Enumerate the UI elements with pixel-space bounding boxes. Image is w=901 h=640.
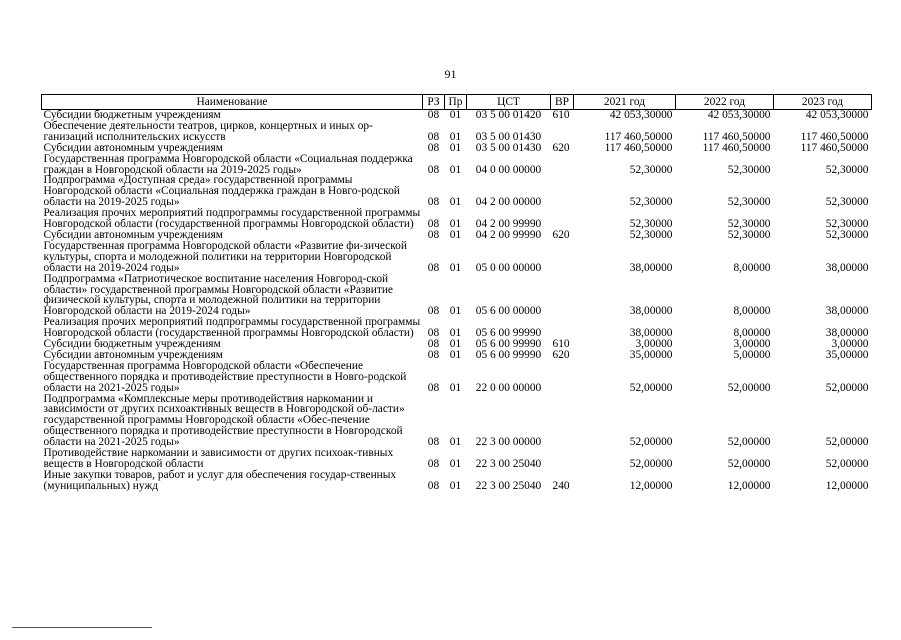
cell-pr: 01 [449, 338, 462, 351]
cell-2023: 12,00000 [825, 479, 869, 492]
column-header-cst: ЦСТ [467, 95, 551, 110]
cell-name: Подпрограмма «Патриотическое воспитание населения Новгород-ской области» государственной программы Новгородской области «Развитие физической культуры, спорта и молодежной политики на территории Новгородской области на 2019-2024 годы» [43, 272, 393, 318]
cell-2022: 52,30000 [727, 163, 771, 176]
cell-2022: 52,30000 [727, 196, 771, 209]
cell-rz: 08 [427, 305, 440, 318]
cell-vr [551, 154, 574, 176]
cell-2022: 5,00000 [733, 348, 771, 361]
cell-rz: 08 [427, 338, 440, 351]
cell-2023: 52,30000 [825, 218, 869, 231]
cell-vr: 620 [552, 228, 570, 241]
cell-vr [551, 317, 574, 339]
cell-2022: 52,00000 [727, 458, 771, 470]
cell-2022: 52,00000 [727, 436, 771, 449]
cell-pr: 01 [449, 327, 462, 340]
cell-2023: 117 460,50000 [800, 141, 869, 154]
cell-rz: 08 [427, 458, 440, 470]
cell-rz: 08 [427, 228, 440, 241]
cell-2023: 3,00000 [831, 338, 869, 351]
cell-name: Подпрограмма «Комплексные меры противодействия наркомании и зависимости от других психоактивных веществ в Новгородской об-ласти» государственной программы Новгородской области «Обес-печение общественного порядка и противодействие преступности в Новгородской области на 2021-2025 годы» [43, 392, 405, 449]
cell-2023: 38,00000 [825, 327, 869, 340]
cell-rz: 08 [427, 196, 440, 209]
column-header-2022: 2022 год [676, 95, 774, 110]
table-row [42, 361, 872, 394]
cell-2022: 42 053,30000 [707, 109, 771, 121]
cell-pr: 01 [449, 348, 462, 361]
cell-pr: 01 [449, 163, 462, 176]
cell-name: Субсидии бюджетным учреждениям [43, 109, 221, 121]
column-header-pr: Пр [445, 95, 467, 110]
cell-2022: 12,00000 [727, 479, 771, 492]
cell-2022: 52,30000 [727, 218, 771, 231]
cell-rz: 08 [427, 381, 440, 394]
cell-pr: 01 [449, 381, 462, 394]
table-body [42, 110, 872, 492]
cell-vr [551, 274, 574, 318]
cell-cst: 04 0 00 00000 [475, 163, 542, 176]
cell-name: Субсидии автономным учреждениям [43, 228, 223, 241]
table-row [42, 317, 872, 339]
cell-rz: 08 [427, 109, 440, 121]
cell-rz: 08 [427, 327, 440, 340]
table-row [42, 448, 872, 470]
cell-2023: 52,00000 [825, 458, 869, 470]
cell-cst: 04 2 00 99990 [475, 228, 542, 241]
cell-2022: 117 460,50000 [702, 141, 771, 154]
cell-2023: 42 053,30000 [805, 109, 869, 121]
cell-vr: 620 [552, 348, 570, 361]
table-row [42, 394, 872, 449]
cell-cst: 04 2 00 00000 [475, 196, 542, 209]
cell-pr: 01 [449, 479, 462, 492]
cell-cst: 05 0 00 00000 [475, 261, 542, 274]
cell-vr: 610 [552, 109, 570, 121]
cell-2023: 52,00000 [825, 381, 869, 394]
cell-vr: 620 [552, 141, 570, 154]
column-header-vr: ВР [551, 95, 574, 110]
column-header-rz: РЗ [423, 95, 445, 110]
cell-2023: 38,00000 [825, 305, 869, 318]
cell-vr [551, 208, 574, 230]
cell-name: Реализация прочих мероприятий подпрограммы государственной программы Новгородской области (государственной программы Новгородской области) [43, 207, 421, 231]
cell-pr: 01 [449, 141, 462, 154]
cell-name: Обеспечение деятельности театров, цирков, концертных и иных ор-ганизаций исполнительских искусств [43, 119, 373, 143]
cell-cst: 22 3 00 25040 [475, 458, 542, 470]
cell-2022: 52,00000 [727, 381, 771, 394]
cell-rz: 08 [427, 218, 440, 231]
column-header-2021: 2021 год [574, 95, 676, 110]
cell-2021: 52,30000 [629, 163, 673, 176]
cell-rz: 08 [427, 261, 440, 274]
cell-cst: 22 3 00 00000 [475, 436, 542, 449]
cell-2023: 52,30000 [825, 163, 869, 176]
cell-2021: 117 460,50000 [604, 141, 673, 154]
cell-rz: 08 [427, 479, 440, 492]
cell-vr [551, 121, 574, 143]
page-number: 91 [444, 67, 457, 81]
cell-2023: 38,00000 [825, 261, 869, 274]
cell-cst: 05 6 00 99990 [475, 327, 542, 340]
table-row [42, 154, 872, 176]
budget-table [41, 94, 872, 492]
cell-name: Реализация прочих мероприятий подпрограммы государственной программы Новгородской области (государственной программы Новгородской области) [43, 316, 421, 340]
column-header-2023: 2023 год [774, 95, 872, 110]
cell-2021: 38,00000 [629, 261, 673, 274]
cell-2023: 117 460,50000 [800, 130, 869, 143]
cell-2021: 38,00000 [629, 305, 673, 318]
cell-name: Подпрограмма «Доступная среда» государственной программы Новгородской области «Социальная поддержка граждан в Новго-родской области на 2019-2025 годы» [43, 174, 400, 209]
cell-2021: 52,30000 [629, 218, 673, 231]
cell-name: Противодействие наркомании и зависимости от других психоак-тивных веществ в Новгородской области [43, 447, 394, 470]
cell-name: Государственная программа Новгородской области «Социальная поддержка граждан в Новгородской области на 2019-2025 годы» [43, 152, 413, 176]
cell-2022: 8,00000 [733, 305, 771, 318]
cell-2021: 35,00000 [629, 348, 673, 361]
cell-2022: 3,00000 [733, 338, 771, 351]
table-row [42, 143, 872, 154]
column-header-name: Наименование [42, 95, 423, 110]
cell-name: Иные закупки товаров, работ и услуг для обеспечения государ-ственных (муниципальных) нужд [43, 468, 397, 492]
table-row [42, 208, 872, 230]
cell-cst: 05 6 00 99990 [475, 338, 542, 351]
cell-cst: 22 0 00 00000 [475, 381, 542, 394]
cell-2021: 52,30000 [629, 196, 673, 209]
cell-2023: 52,30000 [825, 228, 869, 241]
cell-cst: 03 5 00 01420 [475, 109, 542, 121]
cell-rz: 08 [427, 141, 440, 154]
table-row [42, 121, 872, 143]
cell-name: Субсидии автономным учреждениям [43, 348, 223, 361]
cell-cst: 03 5 00 01430 [475, 130, 542, 143]
cell-2021: 117 460,50000 [604, 130, 673, 143]
cell-pr: 01 [449, 228, 462, 241]
cell-name: Субсидии бюджетным учреждениям [43, 338, 221, 351]
cell-2022: 8,00000 [733, 261, 771, 274]
cell-vr [551, 175, 574, 208]
cell-2021: 3,00000 [635, 338, 673, 351]
cell-pr: 01 [449, 436, 462, 449]
cell-pr: 01 [449, 305, 462, 318]
cell-2021: 42 053,30000 [609, 109, 673, 121]
cell-vr [551, 361, 574, 394]
table-row [42, 241, 872, 274]
cell-cst: 05 6 00 99990 [475, 348, 542, 361]
cell-2021: 52,00000 [629, 436, 673, 449]
cell-pr: 01 [449, 130, 462, 143]
cell-2023: 52,00000 [825, 436, 869, 449]
table-row [42, 274, 872, 318]
cell-2022: 52,30000 [727, 228, 771, 241]
table-row [42, 175, 872, 208]
cell-pr: 01 [449, 218, 462, 231]
table-row [42, 470, 872, 492]
cell-2022: 117 460,50000 [702, 130, 771, 143]
cell-2021: 12,00000 [629, 479, 673, 492]
cell-2021: 38,00000 [629, 327, 673, 340]
cell-cst: 04 2 00 99990 [475, 218, 542, 231]
cell-cst: 03 5 00 01430 [475, 141, 542, 154]
cell-pr: 01 [449, 109, 462, 121]
cell-2021: 52,30000 [629, 228, 673, 241]
cell-rz: 08 [427, 130, 440, 143]
cell-2023: 52,30000 [825, 196, 869, 209]
cell-vr [551, 394, 574, 449]
cell-pr: 01 [449, 196, 462, 209]
cell-name: Государственная программа Новгородской области «Развитие фи-зической культуры, спорта и молодежной политики на территории Новгородской области на 2019-2024 годы» [43, 239, 407, 274]
cell-vr [551, 448, 574, 470]
cell-rz: 08 [427, 163, 440, 176]
cell-2023: 35,00000 [825, 348, 869, 361]
cell-cst: 05 6 00 00000 [475, 305, 542, 318]
cell-rz: 08 [427, 348, 440, 361]
table-header [42, 95, 872, 110]
cell-pr: 01 [449, 261, 462, 274]
cell-vr: 610 [552, 338, 570, 351]
cell-vr: 240 [552, 479, 570, 492]
cell-2022: 8,00000 [733, 327, 771, 340]
cell-2021: 52,00000 [629, 381, 673, 394]
footnote-rule [12, 627, 152, 628]
cell-name: Субсидии автономным учреждениям [43, 141, 223, 154]
cell-cst: 22 3 00 25040 [475, 479, 542, 492]
cell-rz: 08 [427, 436, 440, 449]
cell-2021: 52,00000 [629, 458, 673, 470]
cell-name: Государственная программа Новгородской области «Обеспечение общественного порядка и противодействие преступности в Новго-родской области на 2021-2025 годы» [43, 359, 407, 394]
cell-vr [551, 241, 574, 274]
cell-pr: 01 [449, 458, 462, 470]
